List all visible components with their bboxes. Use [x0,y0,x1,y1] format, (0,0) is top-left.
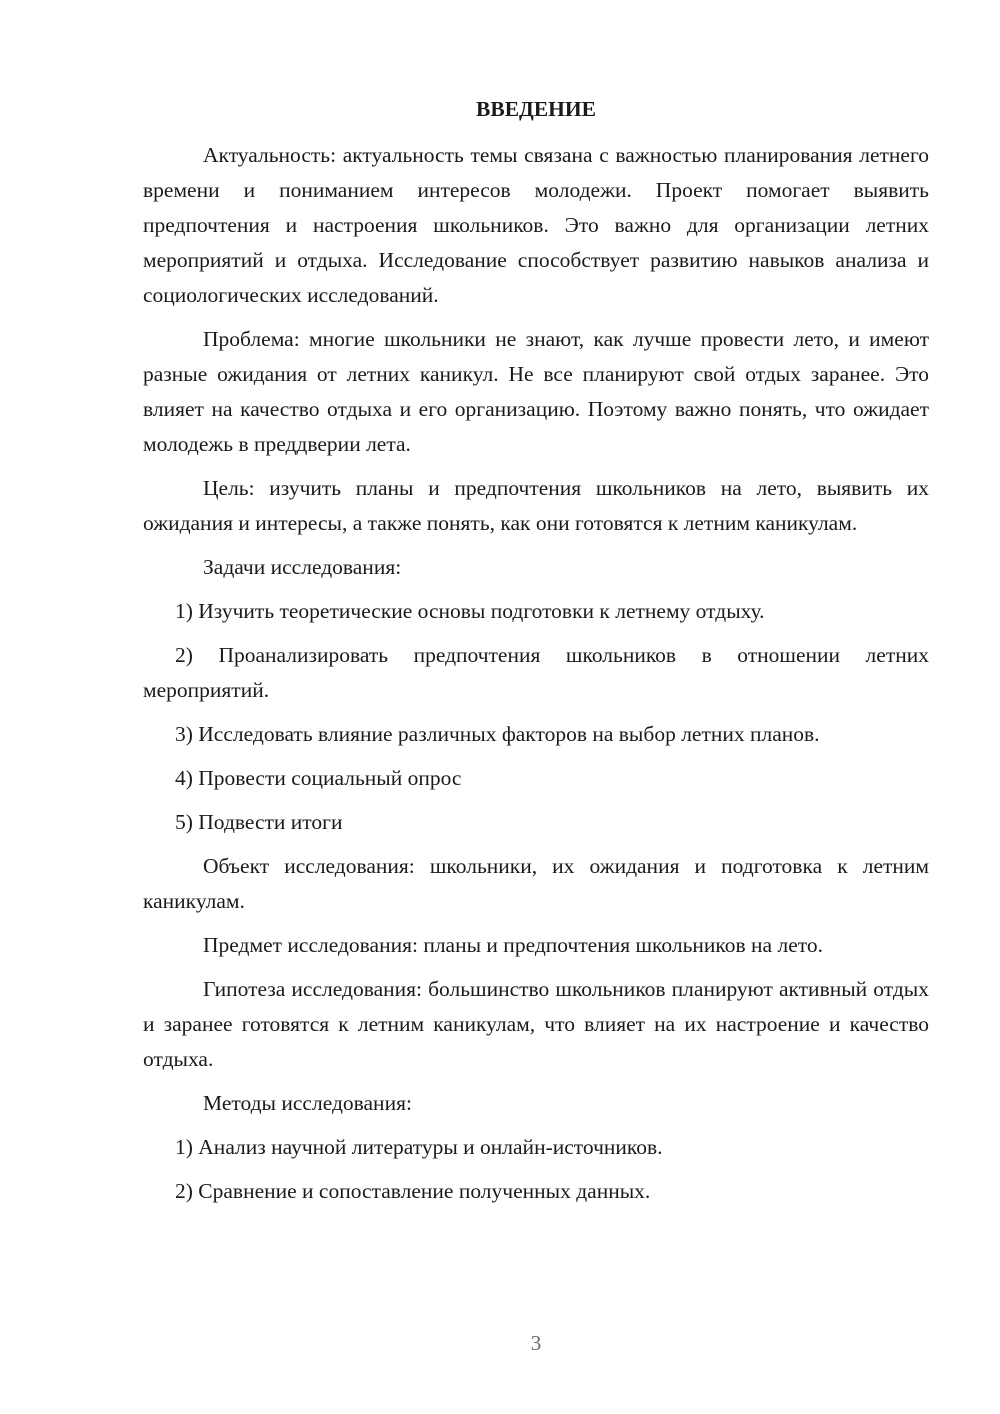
page-number: 3 [530,1331,542,1355]
hypothesis-paragraph: Гипотеза исследования: большинство школьников планируют активный отдых и заранее готовятся к летним каникулам, что влияет на их настроение и качество отдыха. [143,977,929,1071]
section-title: ВВЕДЕНИЕ [476,97,596,121]
task-item: 5) Подвести итоги [175,810,343,834]
document-page [143,92,929,1218]
object-paragraph: Объект исследования: школьники, их ожидания и подготовка к летним каникулам. [143,854,929,913]
task-item: 2) Проанализировать предпочтения школьников в отношении летних мероприятий. [143,643,929,702]
method-item: 2) Сравнение и сопоставление полученных данных. [175,1179,651,1203]
task-item: 4) Провести социальный опрос [175,766,462,790]
task-item: 1) Изучить теоретические основы подготовки к летнему отдыху. [175,599,765,623]
task-item: 3) Исследовать влияние различных факторов на выбор летних планов. [175,722,820,746]
methods-heading: Методы исследования: [203,1091,412,1115]
method-item: 1) Анализ научной литературы и онлайн-источников. [175,1135,663,1159]
problem-paragraph: Проблема: многие школьники не знают, как лучше провести лето, и имеют разные ожидания от летних каникул. Не все планируют свой отдых заранее. Это влияет на качество отдыха и его организацию. Поэтому важно понять, что ожидает молодежь в преддверии лета. [143,327,929,456]
subject-paragraph: Предмет исследования: планы и предпочтения школьников на лето. [203,933,823,957]
tasks-heading: Задачи исследования: [203,555,402,579]
goal-paragraph: Цель: изучить планы и предпочтения школьников на лето, выявить их ожидания и интересы, а также понять, как они готовятся к летним каникулам. [143,476,929,535]
relevance-paragraph: Актуальность: актуальность темы связана с важностью планирования летнего времени и пониманием интересов молодежи. Проект помогает выявить предпочтения и настроения школьников. Это важно для организации летних мероприятий и отдыха. Исследование способствует развитию навыков анализа и социологических исследований. [143,143,929,307]
